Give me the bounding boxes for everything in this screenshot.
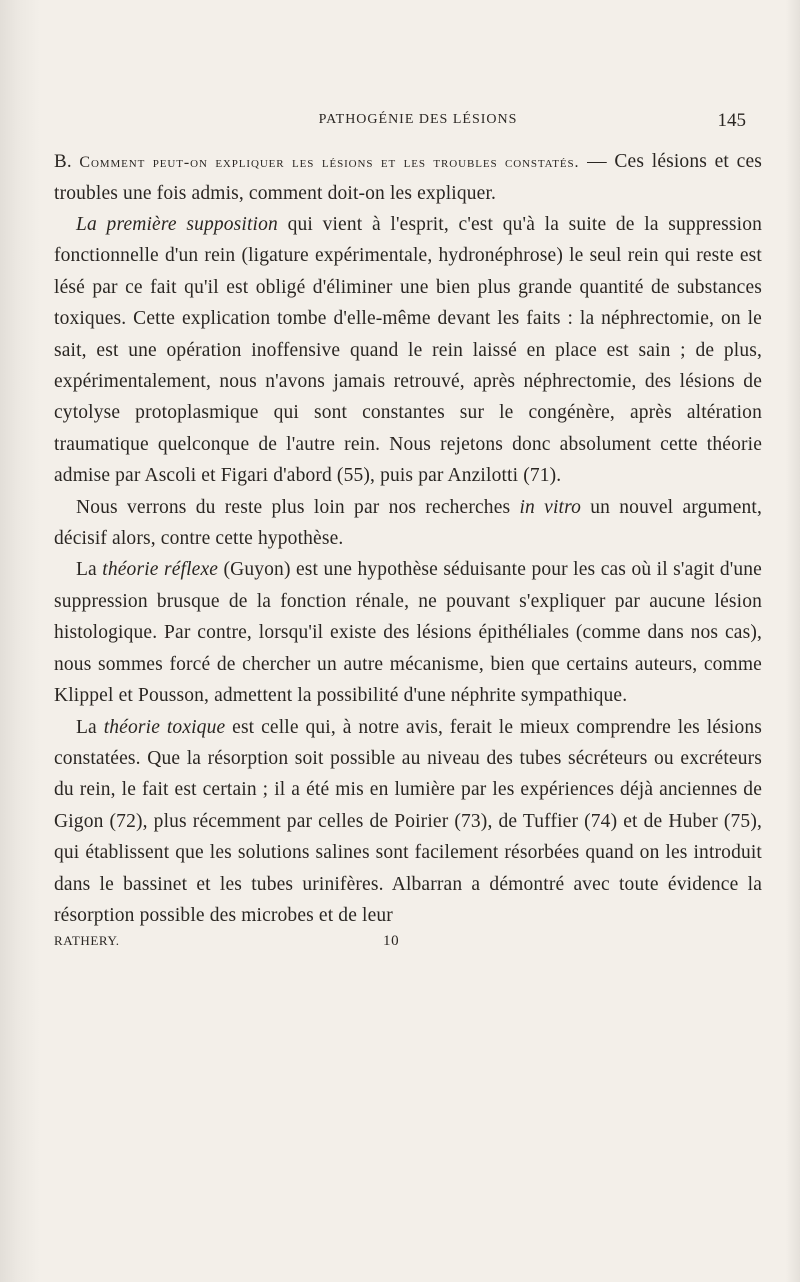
toxic-before: La: [76, 716, 104, 738]
reflex-after: (Guyon) est une hypothèse séduisante pour les cas où il s'agit d'une suppression brusque de la fonction rénale, ne pouvant s'expliquer par aucune lésion histologique. Par contre, lorsqu'il existe des lésions épithéliales (comme dans nos cas), nous sommes forcé de chercher un autre mécanisme, bien que certains auteurs, comme Klippel et Pousson, admettent la possibilité d'une néphrite sympathique.: [54, 559, 762, 707]
running-header: [54, 112, 762, 138]
in-vitro-term: in vitro: [519, 496, 582, 518]
signature-number: 10: [383, 933, 400, 950]
paragraph-reflex-theory: [54, 554, 762, 711]
section-heading: [54, 146, 762, 209]
page-binding-shadow: [0, 0, 40, 1282]
toxic-after: est celle qui, à notre avis, ferait le mieux comprendre les lésions constatées. Que la résorption soit possible au niveau des tubes sécréteurs ou excréteurs du rein, le fait est certain ; il a été mis en lumière par les expériences déjà anciennes de Gigon (72), plus récemment par celles de Poirier (73), de Tuffier (74) et de Huber (75), qui établissent que les solutions salines sont facilement résorbées quand on les introduit dans le bassinet et les tubes urinifères. Albarran a démontré avec toute évidence la résorption possible des microbes et de leur: [54, 716, 762, 926]
section-title: Comment peut-on expliquer les lésions et les troubles constatés.: [79, 154, 580, 171]
page-edge-shadow: [786, 0, 800, 1282]
running-title: PATHOGÉNIE DES LÉSIONS: [318, 112, 518, 127]
in-vitro-after: un nouvel argument, décisif alors, contre cette hypothèse.: [54, 496, 762, 550]
book-page: [54, 112, 762, 951]
paragraph-first-supposition: [54, 209, 762, 492]
reflex-before: La: [76, 559, 103, 581]
paragraph-toxic-theory: [54, 712, 762, 932]
first-supposition-term: La première supposition: [76, 214, 278, 235]
signature-line: [54, 933, 762, 951]
page-number: 145: [717, 110, 746, 131]
reflex-theory-term: théorie réflexe: [102, 559, 219, 581]
signature-mark: RATHERY.: [54, 933, 120, 949]
section-letter: B.: [54, 151, 72, 172]
section-intro: — Ces lésions et ces troubles une fois admis, comment doit-on les expliquer.: [54, 151, 762, 204]
toxic-theory-term: théorie toxique: [103, 716, 226, 738]
in-vitro-before: Nous verrons du reste plus loin par nos recherches: [76, 496, 520, 518]
first-supposition-text: qui vient à l'esprit, c'est qu'à la suite de la suppression fonctionnelle d'un rein (ligature expérimentale, hydronéphrose) le seul rein qui reste est lésé par ce fait qu'il est obligé d'éliminer une bien plus grande quantité de substances toxiques. Cette explication tombe d'elle-même devant les faits : la néphrectomie, on le sait, est une opération inoffensive quand le rein laissé en place est sain ; de plus, expérimentalement, nous n'avons jamais retrouvé, après néphrectomie, des lésions de cytolyse protoplasmique qui sont constantes sur le congénère, après altération traumatique quelconque de l'autre rein. Nous rejetons donc absolument cette théorie admise par Ascoli et Figari d'abord (55), puis par Anzilotti (71).: [54, 214, 763, 487]
paragraph-in-vitro: [54, 492, 762, 555]
